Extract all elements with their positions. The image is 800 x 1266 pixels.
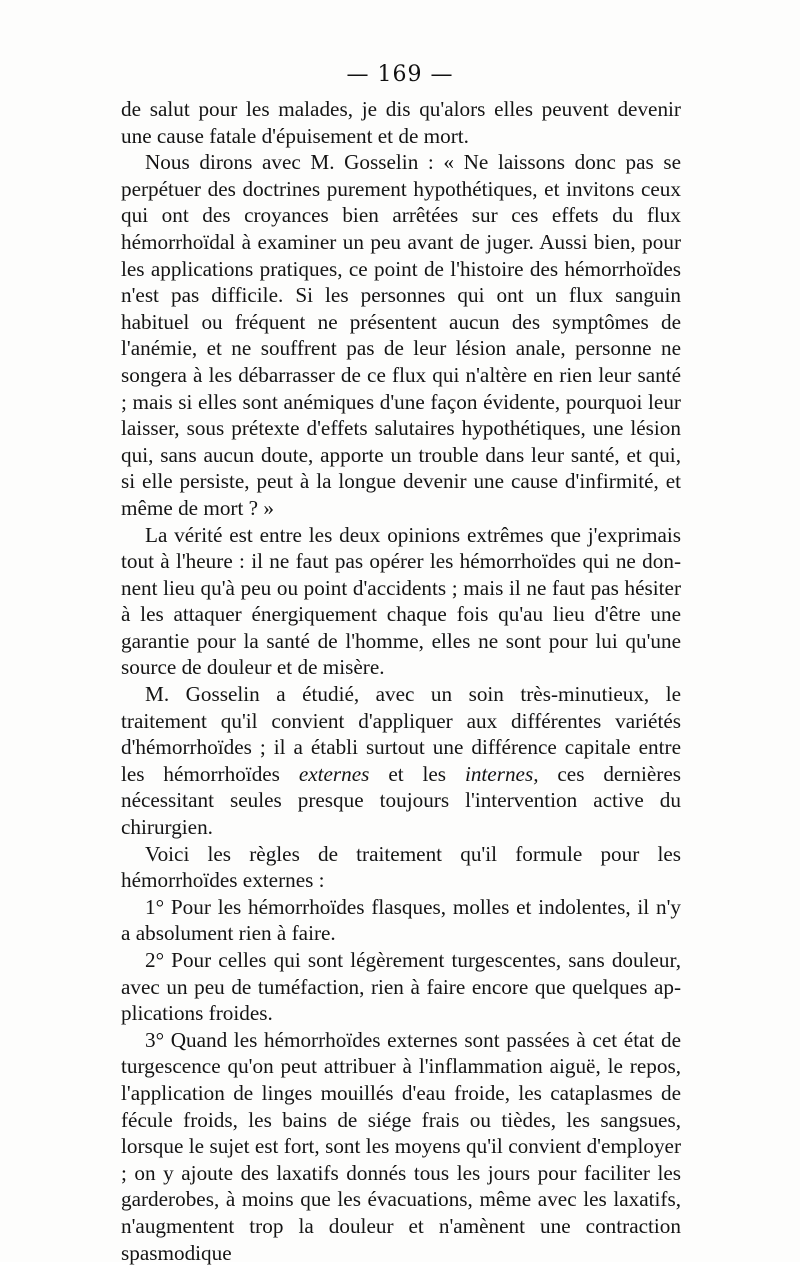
page-number: — 169 —: [346, 62, 454, 87]
emphasis-internes: internes,: [464, 761, 539, 786]
body-text: [121, 96, 681, 1266]
paragraph-4-part-3: ces dernières nécessitant seules presque toujours l'intervention active du chirurgien.: [121, 761, 681, 840]
paragraph-6: 1° Pour les hémorrhoïdes flasques, molles et indolentes, il n'y a absolument rien à faire.: [121, 894, 681, 946]
paragraph-1: de salut pour les malades, je dis qu'alors elles peuvent devenir une cause fatale d'épuisement et de mort.: [121, 97, 681, 148]
paragraph-4-part-1: M. Gosselin a étudié, avec un soin très-minutieux, le traitement qu'il convient d'appliquer aux différentes variétés d'hémorrhoïdes ; il a établi surtout une différence capitale entre les hémorrhoïdes: [121, 682, 681, 786]
paragraph-7: 2° Pour celles qui sont légèrement turgescentes, sans douleur, avec un peu de tuméfaction, rien à faire encore que quelques applications froides.: [121, 948, 681, 1026]
paragraph-8: 3° Quand les hémorrhoïdes externes sont passées à cet état de turgescence qu'on peut attribuer à l'inflammation aiguë, le repos, l'application de linges mouillés d'eau froide, les cataplasmes de fécule froids, les bains de siége frais ou tièdes, les sangsues, lorsque le sujet est fort, sont les moyens qu'il convient d'employer ; on y ajoute des laxatifs donnés tous les jours pour faciliter les garderobes, à moins que les évacuations, même avec les laxatifs, n'augmentent trop la douleur et n'amènent une contraction spasmodique: [121, 1027, 681, 1265]
paragraph-4-part-2: et les: [369, 761, 465, 786]
paragraph-4: [121, 681, 681, 841]
emphasis-externes: externes: [298, 761, 370, 786]
paragraph-3: La vérité est entre les deux opinions extrêmes que j'exprimais tout à l'heure : il ne faut pas opérer les hémorrhoïdes qui ne donnent lieu qu'à peu ou point d'accidents ; mais il ne faut pas hésiter à les attaquer énergiquement chaque fois qu'au lieu d'être une garantie pour la santé de l'homme, elles ne sont pour lui qu'une source de douleur et de misère.: [121, 522, 681, 680]
paragraph-5: Voici les règles de traitement qu'il formule pour les hémorrhoïdes externes :: [121, 841, 681, 893]
paragraph-2: Nous dirons avec M. Gosselin : « Ne laissons donc pas se perpétuer des doctrines purement hypothétiques, et invitons ceux qui ont des croyances bien arrêtées sur ces effets du flux hémorrhoïdal à examiner un peu avant de juger. Aussi bien, pour les applications pratiques, ce point de l'histoire des hémorrhoïdes n'est pas difficile. Si les personnes qui ont un flux sanguin habituel ou fréquent ne présentent aucun des symptômes de l'anémie, et ne souffrent pas de leur lésion anale, personne ne songera à les débarrasser de ce flux qui n'altère en rien leur santé ; mais si elles sont anémiques d'une façon évidente, pourquoi leur laisser, sous prétexte d'effets salutaires hypothétiques, une lésion qui, sans aucun doute, apporte un trouble dans leur santé, et qui, si elle persiste, peut à la longue devenir une cause d'infirmité, et même de mort ? »: [121, 150, 681, 520]
